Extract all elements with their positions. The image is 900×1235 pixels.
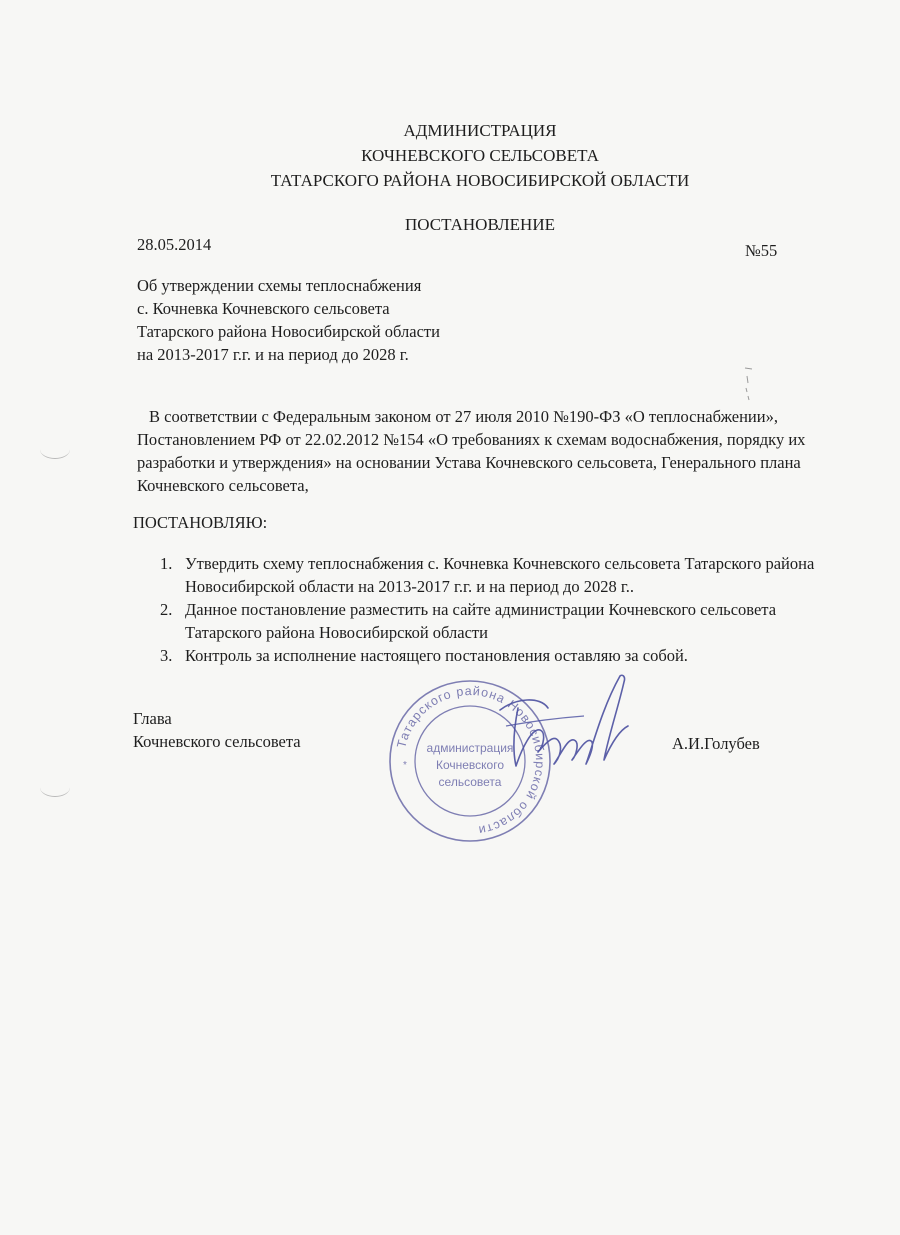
item-text: Данное постановление разместить на сайте администрации Кочневского сельсовета Татарского района Новосибирской области xyxy=(185,600,777,642)
header-org-line1: АДМИНИСТРАЦИЯ xyxy=(403,121,557,140)
punch-hole-mark xyxy=(40,778,70,797)
seal-center-line2: Кочневского xyxy=(435,758,505,772)
item-number: 3. xyxy=(160,646,173,665)
resolution-item xyxy=(150,552,830,598)
subject-line: Об утверждении схемы теплоснабжения xyxy=(137,276,422,295)
margin-pencil-mark xyxy=(742,366,756,402)
seal-center-line3: сельсовета xyxy=(438,775,502,789)
resolve-word: ПОСТАНОВЛЯЮ: xyxy=(133,513,268,532)
doc-number: №55 xyxy=(745,241,778,260)
item-text: Утвердить схему теплоснабжения с. Кочневка Кочневского сельсовета Татарского района Новосибирской области на 2013-2017 г.г. и на период до 2028 г.. xyxy=(185,554,815,596)
signatory-position-line1: Глава xyxy=(133,709,172,728)
header-org-line3: ТАТАРСКОГО РАЙОНА НОВОСИБИРСКОЙ ОБЛАСТИ xyxy=(270,171,690,190)
subject-line: Татарского района Новосибирской области xyxy=(137,322,440,341)
signatory-position-line2: Кочневского сельсовета xyxy=(133,732,301,751)
item-number: 1. xyxy=(160,554,173,573)
resolution-items xyxy=(150,552,830,667)
signatory-name: А.И.Голубев xyxy=(672,734,760,753)
punch-hole-mark xyxy=(40,440,70,459)
doc-date: 28.05.2014 xyxy=(137,235,212,254)
header-org-line2: КОЧНЕВСКОГО СЕЛЬСОВЕТА xyxy=(361,146,599,165)
subject-line: с. Кочневка Кочневского сельсовета xyxy=(137,299,390,318)
subject-line: на 2013-2017 г.г. и на период до 2028 г. xyxy=(137,345,409,364)
svg-text:*: * xyxy=(403,760,407,771)
item-text: Контроль за исполнение настоящего постановления оставляю за собой. xyxy=(185,646,688,665)
resolution-item xyxy=(150,598,830,644)
preamble-paragraph: В соответствии с Федеральным законом от 27 июля 2010 №190-ФЗ «О теплоснабжении», Постановлением РФ от 22.02.2012 №154 «О требованиях к схемам водоснабжения, порядку их разработки и утверждения» на основании Устава Кочневского сельсовета, Генерального плана Кочневского сельсовета, xyxy=(137,407,806,495)
resolution-item xyxy=(150,644,830,667)
seal-center-line1: администрация xyxy=(426,741,514,755)
seal-ring-text: Татарского района Новосибирской области xyxy=(394,683,548,838)
handwritten-signature xyxy=(488,668,638,778)
doc-type-title: ПОСТАНОВЛЕНИЕ xyxy=(404,215,555,234)
item-number: 2. xyxy=(160,600,173,619)
